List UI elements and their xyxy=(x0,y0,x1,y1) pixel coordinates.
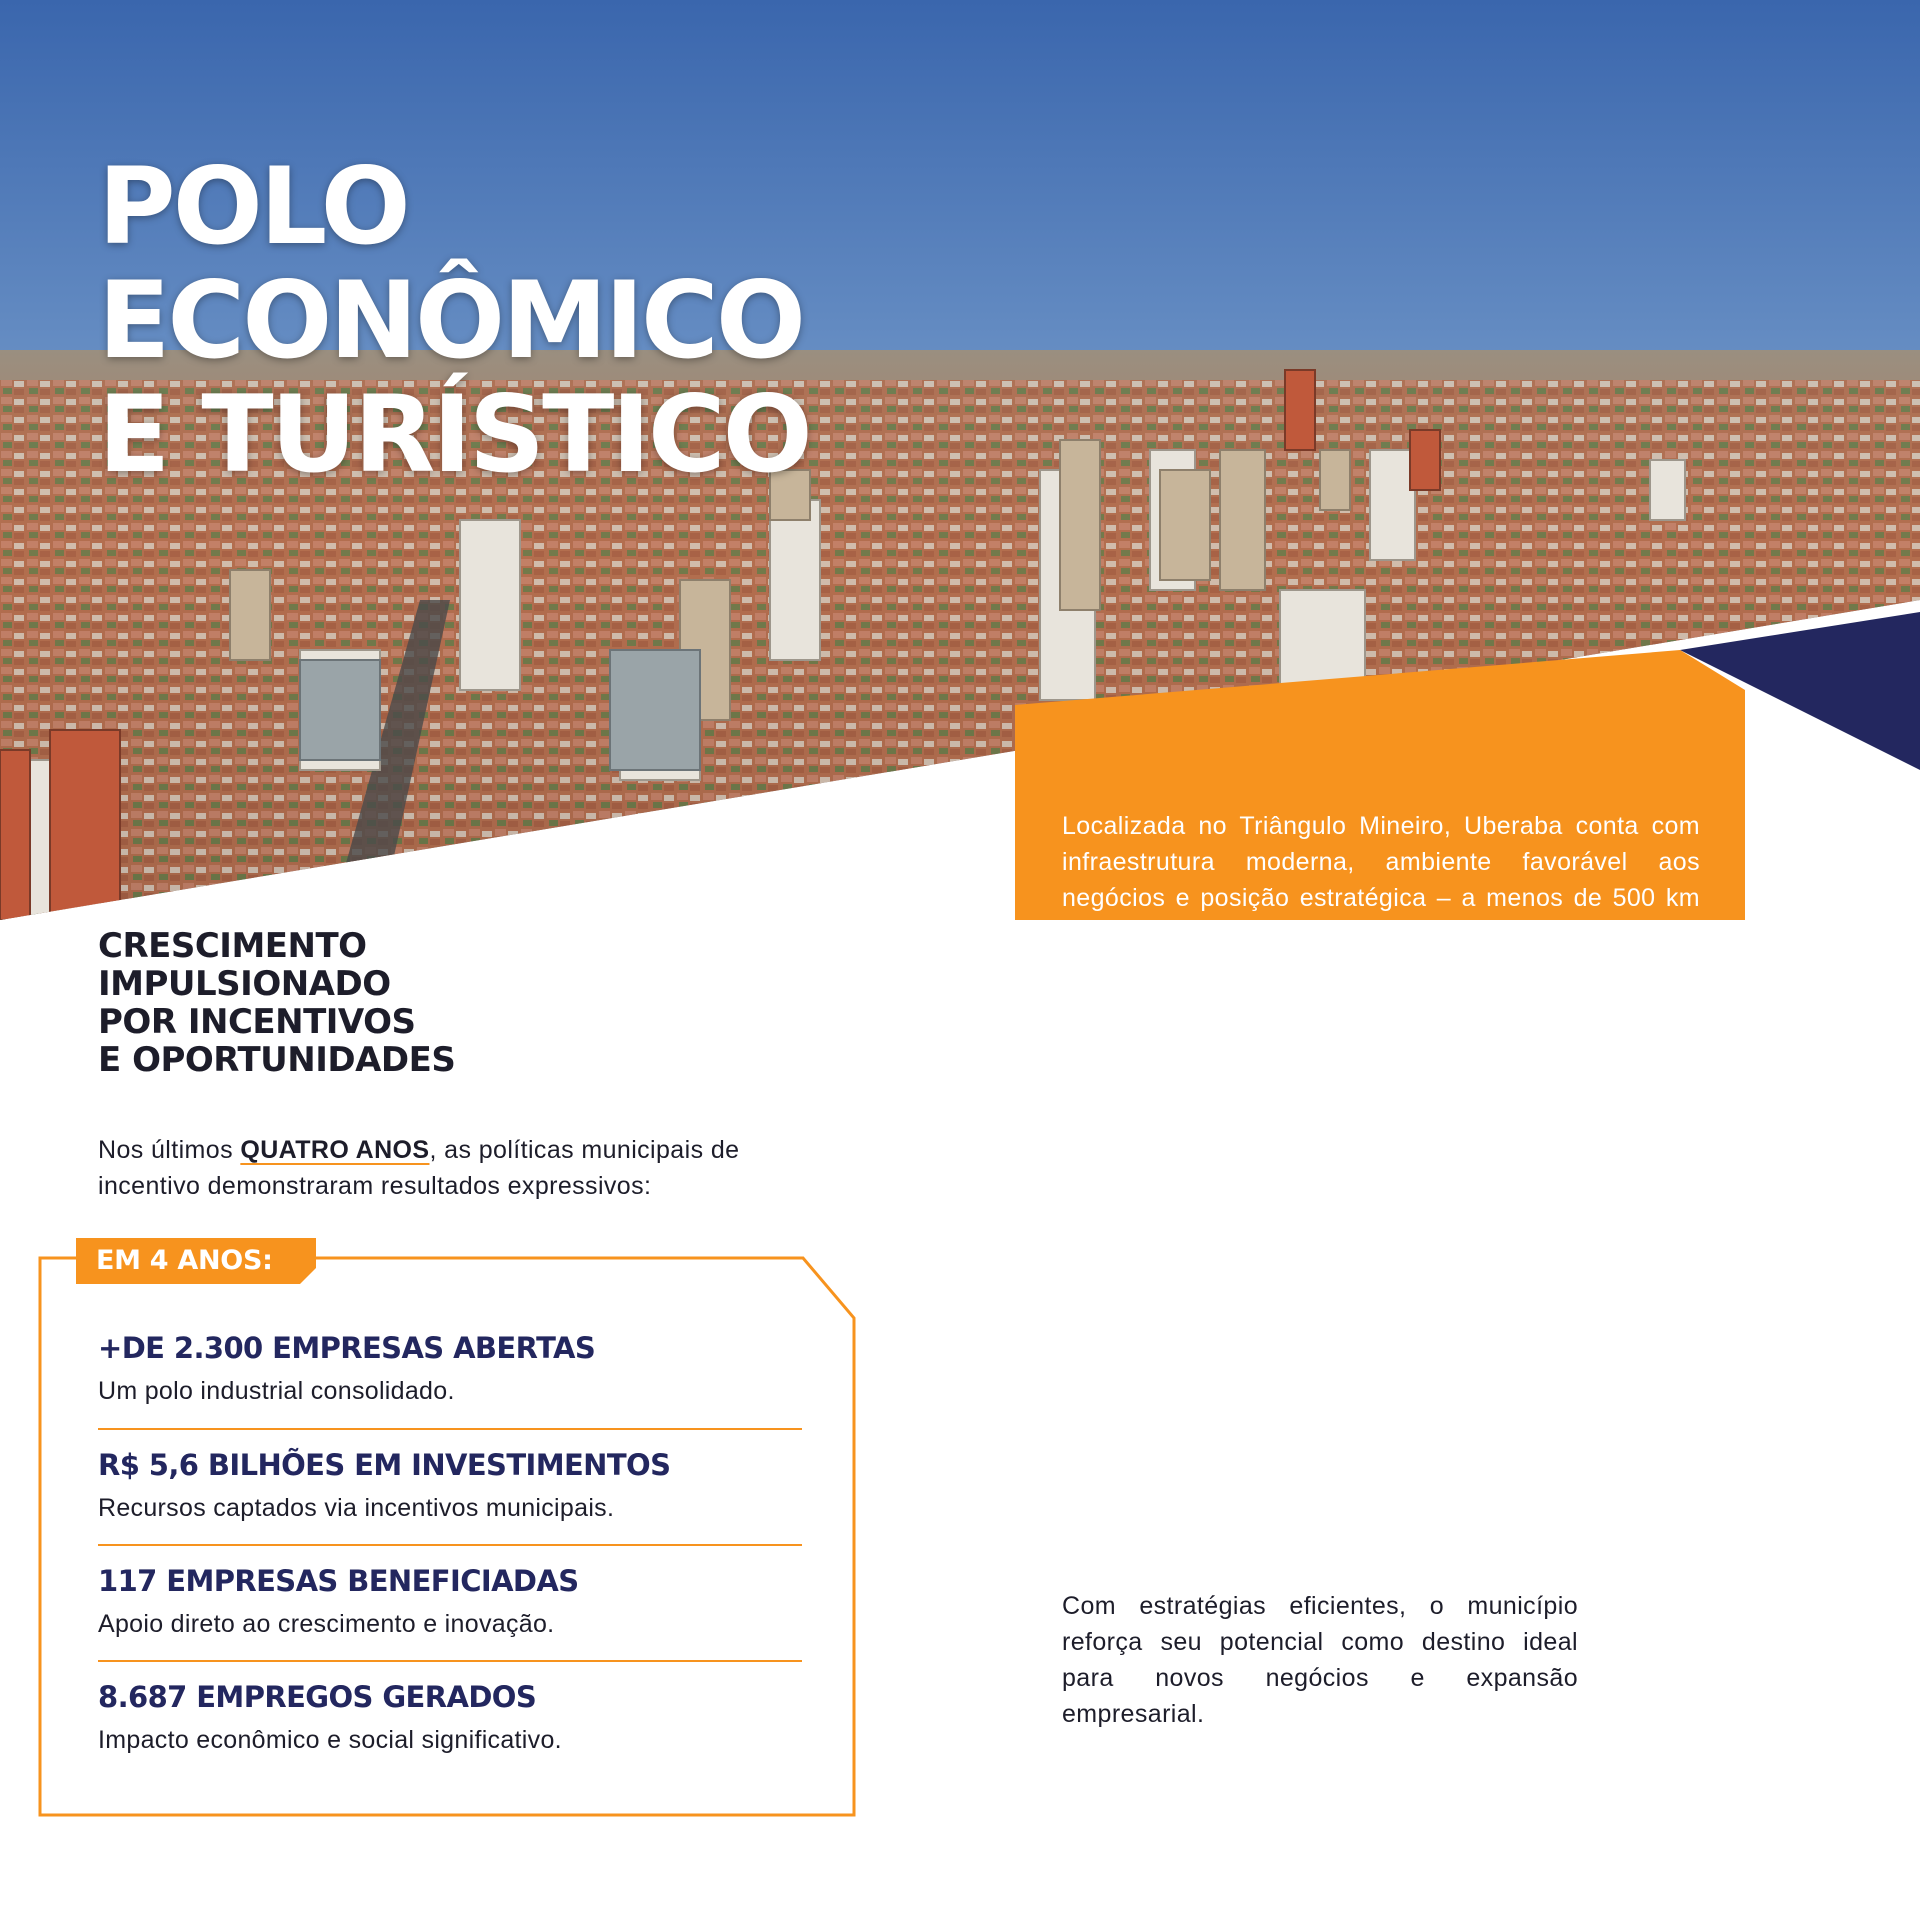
stat-divider xyxy=(98,1428,802,1430)
stat-subtitle: Recursos captados via incentivos municipais. xyxy=(98,1494,615,1522)
description-paragraph: Localizada no Triângulo Mineiro, Uberaba conta com infraestrutura moderna, ambiente favorável aos negócios e posição estratégica – a menos de 500 km de São Paulo, Belo Horizonte e Brasília. xyxy=(1062,812,1700,948)
stat-divider xyxy=(98,1660,802,1662)
stat-title: +DE 2.300 EMPRESAS ABERTAS xyxy=(98,1331,596,1365)
description-paragraph: Com cerca de 338 mil habitantes, a cidade abriga um ecossistema dinâmico voltado à inovação, tecnologia e sustentabilidade. Seu PIB ultrapassa R$ 21 bilhões, impulsionado por setores como o agronegócio, a indústria e os serviços. xyxy=(1062,956,1700,1128)
stat-title: 117 EMPRESAS BENEFICIADAS xyxy=(98,1564,579,1598)
stat-title: R$ 5,6 BILHÕES EM INVESTIMENTOS xyxy=(98,1448,671,1482)
page-title xyxy=(98,145,810,496)
stat-subtitle: Um polo industrial consolidado. xyxy=(98,1377,455,1405)
stat-title: 8.687 EMPREGOS GERADOS xyxy=(98,1680,537,1714)
stat-item xyxy=(98,1330,802,1408)
stat-divider xyxy=(98,1544,802,1546)
heading-line: POR INCENTIVOS xyxy=(98,1002,416,1042)
intro-highlight: QUATRO ANOS xyxy=(240,1136,430,1164)
stat-subtitle: Impacto econômico e social significativo. xyxy=(98,1726,562,1754)
stat-item xyxy=(98,1563,802,1641)
closing-paragraph: Com estratégias eficientes, o município reforça seu potencial como destino ideal para novos negócios e expansão empresarial. xyxy=(1062,1592,1578,1728)
stat-item xyxy=(98,1447,802,1525)
stat-item xyxy=(98,1679,802,1757)
city-description xyxy=(1062,808,1700,1312)
section-heading xyxy=(98,927,618,1079)
title-line: ECONÔMICO xyxy=(98,259,803,382)
intro-text: , as políticas municipais de incentivo demonstraram resultados expressivos: xyxy=(98,1136,740,1200)
title-line: POLO xyxy=(98,145,408,268)
stat-subtitle: Apoio direto ao crescimento e inovação. xyxy=(98,1610,555,1638)
intro-paragraph xyxy=(98,1132,808,1204)
description-paragraph: Uberaba também se destaca pela qualidade de vida: investe continuamente em educação, saúde, mobilidade e preservação ambiental. O município atrai turistas, investidores e empreendedores que buscam oportunidades de crescimento. xyxy=(1062,1136,1700,1308)
heading-line: E OPORTUNIDADES xyxy=(98,1040,456,1080)
heading-line: CRESCIMENTO xyxy=(98,926,367,966)
stats-badge-label: EM 4 ANOS: xyxy=(96,1245,273,1276)
intro-text: Nos últimos xyxy=(98,1136,241,1164)
title-line: E TURÍSTICO xyxy=(98,373,810,496)
heading-line: IMPULSIONADO xyxy=(98,964,391,1004)
